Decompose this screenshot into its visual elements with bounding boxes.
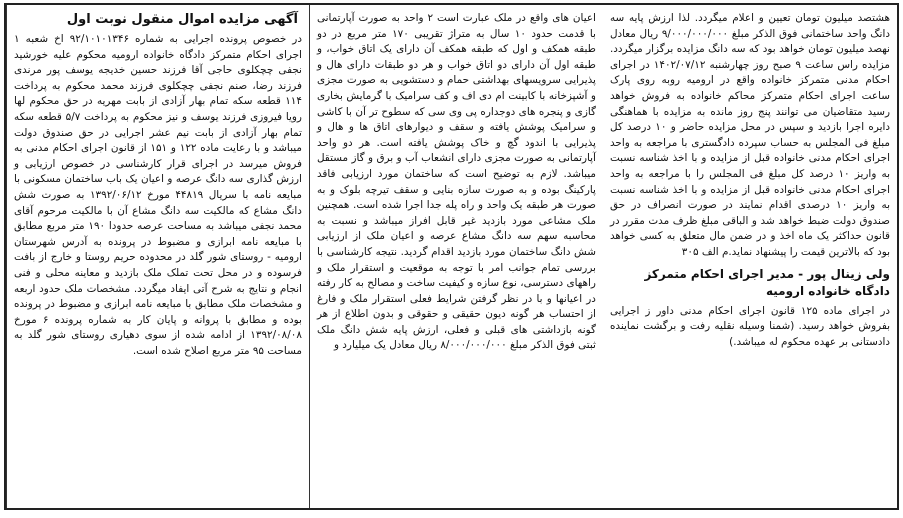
- notice-column-middle: [309, 5, 603, 508]
- auction-notice: [4, 3, 899, 510]
- notice-body-part-3: هشتصد میلیون تومان تعیین و اعلام میگردد. لذا ارزش پایه سه دانگ واحد ساختمانی فوق الذکر مبلغ ۹/۰۰۰/۰۰۰/۰۰۰ ریال معادل نهصد میلیون تومان خواهد بود که سه دانگ مزایده برگزار میگردد. مزایده راس ساعت ۹ صبح روز چهارشنبه ۱۴۰۲/۰۷/۱۲ در اجرای احکام مدنی متمرکز خانواده واقع در ارومیه روبه روی پارک ساعت اجرای احکام متمرکز محاکم خانواده به فروش خواهد رسید متقاضیان می توانند پنج روز مانده به مزایده با هماهنگی دایره اجرا بازدید و سپس در محل مزایده حاضر و ۱۰ درصد کل مبلغ فی المجلس به حساب سپرده دادگستری با مراجعه به واحد اجرای احکام مدنی خانواده قبل از مزایده و با اخذ شناسه نسبت به واریز ۱۰ درصد کل مبلغ فی المجلس را با مراجعه به واحد اجرای احکام مدنی خانواده قبل از مزایده و با اخذ شناسه نسبت به واریز ۱۰ درصدی اقدام نمایند در صورت انصراف در حق صندوق دولت ضبط خواهد شد و الباقی مبلغ ظرف مدت مقرر در قانون حداکثر یک ماه اخذ و در ضمن مال متعلق به کسی خواهد بود که بالاترین قیمت را پیشنهاد نماید.م الف ۳۰۵: [609, 12, 890, 258]
- notice-body-part-2: اعیان های واقع در ملک عبارت است ۲ واحد به صورت آپارتمانی با قدمت حدود ۱۰ سال به متراژ تقریبی ۱۷۰ متر مربع در دو طبقه همکف و اول که طبقه همکف آن دارای یک اتاق خواب، و طبقه اول آن دارای دو اتاق خواب و هر دو طبقات دارای هال و پذیرایی سرویسهای بهداشتی حمام و دستشویی به صورت مجزی و آشپزخانه با کابینت ام دی اف و کف سرامیک با گرمایش بخاری گازی و پنجره های دوجداره پی وی سی که سطوح تر آن با کاشی و سرامیک پوشش یافته و سقف و دیوارهای اتاق ها و هال و پذیرایی با اندود گچ و خاک پوشش یافته است. هر دو واحد آپارتمانی به صورت مجزی دارای انشعاب آب و برق و گاز مستقل میباشد. لازم به توضیح است که ساختمان مورد ارزیابی فاقد پارکینگ بوده و به صورت سازه بنایی و سقف تیرچه بلوک و به صورت هر طبقه یک واحد و راه پله جدا اجرا شده است. همچنین ملک مشاعی مورد بازدید غیر قابل افراز میباشد و نسبت به محاسبه سهم سه دانگ مشاع عرصه و اعیان ملک از ارزیابی شش دانگ ساختمان مورد بازدید اقدام گردید. نتیجه کارشناسی با بررسی تمام جوانب امر با توجه به موقعیت و استقرار ملک و راههای دسترسی، نوع سازه و کیفیت ساخت و مصالح به کار رفته در اعیانها و با در نظر گرفتن شرایط فعلی استقرار ملک و فارغ از احتساب هر گونه دیون حقیقی و حقوقی و بدون اطلاع از هر گونه بازداشتی های قبلی و فعلی، ارزش پایه شش دانگ ملک ثبتی فوق الذکر مبلغ ۸/۰۰۰/۰۰۰/۰۰۰ ریال معادل یک میلیارد و: [316, 12, 596, 352]
- notice-footer-note: در اجرای ماده ۱۲۵ قانون اجرای احکام مدنی داور ز اجرایی بفروش خواهد رسید. (شمنا وسیله نقلیه رفت و برگشت نماینده دادستانی بر عهده محکوم له میباشد.): [609, 304, 890, 348]
- notice-column-right: [6, 5, 309, 508]
- notice-body-part-1: در خصوص پرونده اجرایی به شماره ۹۲/۱۰۱۰۱۳۴۶ اخ شعبه ۱ اجرای احکام متمرکز دادگاه خانواده ارومیه محکوم علیه خورشید نجفی چچکلوی حاجی آقا فرزند حسین خدیجه یوسف پور مرندی فرزند رضا، صنم نجفی چچکلوی فرزند محمد محکوم به پرداخت ۱۱۴ قطعه سکه تمام بهار آزادی از بابت مهریه در حق محکوم لها رویا فیروزی فرزند یوسف و نیز محکوم به پرداخت ۵/۷ قطعه سکه تمام بهار آزادی از بابت نیم عشر اجرایی در حق صندوق دولت میباشد و با رعایت ماده ۱۲۲ و ۱۵۱ از قانون اجرای احکام مدنی به فروش میرسد در اجرای قرار کارشناسی در خصوص ارزیابی و ارزش گذاری سه دانگ عرصه و اعیان یک باب ساختمان مسکونی با مبایعه نامه با سریال ۴۴۸۱۹ مورخ ۱۳۹۲/۰۶/۱۲ به صورت شش دانگ مشاع که مالکیت سه دانگ مشاع آن با مالکیت مرحوم آقای محمد نجفی میباشد به مساحت عرصه حدودا ۱۹۰ متر مربع مطابق با مبایعه نامه ابرازی و مضبوط در پرونده به آدرس شهرستان ارومیه - روستای شور گلد در محدوده حریم روستا و خارج از بافت فرسوده و در محل تحت تملک ملک بازدید و معاینه محلی و فنی انجام و نتایج به شرح آتی ایفاد میگردد. مشخصات ملک حدود اربعه و مشخصات ملک مطابق با مبایعه نامه ابرازی و مضبوط در پرونده بوده و مطابق با پروانه و پایان کار به شماره پرونده ۶ مورخ ۱۳۹۲/۰۸/۰۸ از ادامه شده از سوی دهیاری روستای شور گلد به مساحت ۹۵ متر مربع اصلاح شده است.: [14, 33, 302, 357]
- notice-column-left: [603, 5, 897, 508]
- notice-signature: ولی زینال پور - مدیر اجرای احکام متمرکز دادگاه خانواده ارومیه: [644, 266, 890, 298]
- notice-title: آگهی مزایده اموال منقول نوبت اول: [66, 12, 298, 27]
